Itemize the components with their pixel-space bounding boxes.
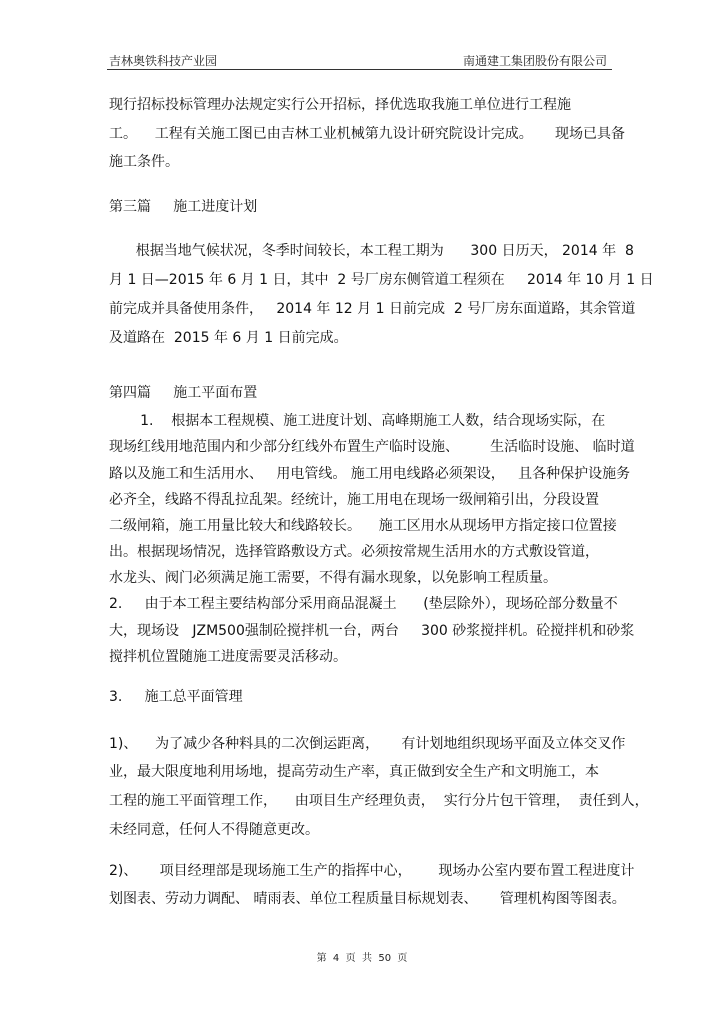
- section-heading-4: 第四篇 施工平面布置: [109, 385, 258, 401]
- text-line: 及道路在 2015 年 6 月 1 日前完成。: [109, 330, 348, 346]
- text-line: 划图表、劳动力调配、 晴雨表、单位工程质量目标规划表、 管理机构图等图表。: [109, 891, 626, 907]
- text-line: 1. 根据本工程规模、施工进度计划、高峰期施工人数，结合现场实际，在: [109, 413, 606, 429]
- page-number: 第 4 页 共 50 页: [316, 953, 408, 964]
- text-line: 业，最大限度地利用场地，提高劳动生产率，真正做到安全生产和文明施工，本: [109, 764, 599, 780]
- text-line: 搅拌机位置随施工进度需要灵活移动。: [109, 649, 347, 665]
- text-line: 1)、 为了减少各种料具的二次倒运距离， 有计划地组织现场平面及立体交叉作: [109, 736, 626, 752]
- text-line: 2. 由于本工程主要结构部分采用商品混凝土 (垫层除外），现场砼部分数量不: [109, 596, 618, 612]
- text-line: 未经同意，任何人不得随意更改。: [109, 822, 319, 838]
- text-line: 工。 工程有关施工图已由吉林工业机械第九设计研究院设计完成。 现场已具备: [109, 126, 626, 142]
- text-line: 工程的施工平面管理工作， 由项目生产经理负责， 实行分片包干管理， 责任到人，: [109, 793, 649, 809]
- header-company-right: 南通建工集团股份有限公司: [462, 54, 607, 68]
- header-company-left: 吉林奥铁科技产业园: [109, 54, 218, 68]
- text-line: 路以及施工和生活用水、 用电管线。 施工用电线路必须架设， 且各种保护设施务: [109, 466, 631, 482]
- section-heading-3: 第三篇 施工进度计划: [109, 199, 258, 215]
- subsection-heading: 3. 施工总平面管理: [109, 689, 243, 705]
- text-line: 现场红线用地范围内和少部分红线外布置生产临时设施、 生活临时设施、 临时道: [109, 439, 635, 455]
- text-line: 水龙头、阀门必须满足施工需要，不得有漏水现象，以免影响工程质量。: [109, 570, 557, 586]
- header-divider: [107, 69, 612, 70]
- text-line: 现行招标投标管理办法规定实行公开招标，择优选取我施工单位进行工程施: [109, 97, 571, 113]
- text-line: 根据当地气候状况，冬季时间较长，本工程工期为 300 日历天， 2014 年 8: [109, 243, 634, 259]
- text-line: 月 1 日—2015 年 6 月 1 日，其中 2 号厂房东侧管道工程须在 2014 年 10 月 1 日: [109, 272, 654, 288]
- text-line: 大，现场设 JZM500强制砼搅拌机一台，两台 300 砂浆搅拌机。砼搅拌机和砂浆: [109, 623, 635, 639]
- text-line: 前完成并具备使用条件， 2014 年 12 月 1 日前完成 2 号厂房东面道路，其余管道: [109, 301, 636, 317]
- text-line: 2)、 项目经理部是现场施工生产的指挥中心， 现场办公室内要布置工程进度计: [109, 863, 635, 879]
- text-line: 出。根据现场情况，选择管路敷设方式。必须按常规生活用水的方式敷设管道，: [109, 544, 599, 560]
- text-line: 二级闸箱，施工用量比较大和线路较长。 施工区用水从现场甲方指定接口位置接: [109, 518, 617, 534]
- text-line: 施工条件。: [109, 154, 179, 170]
- text-line: 必齐全，线路不得乱拉乱架。经统计，施工用电在现场一级闸箱引出，分段设置: [109, 492, 599, 508]
